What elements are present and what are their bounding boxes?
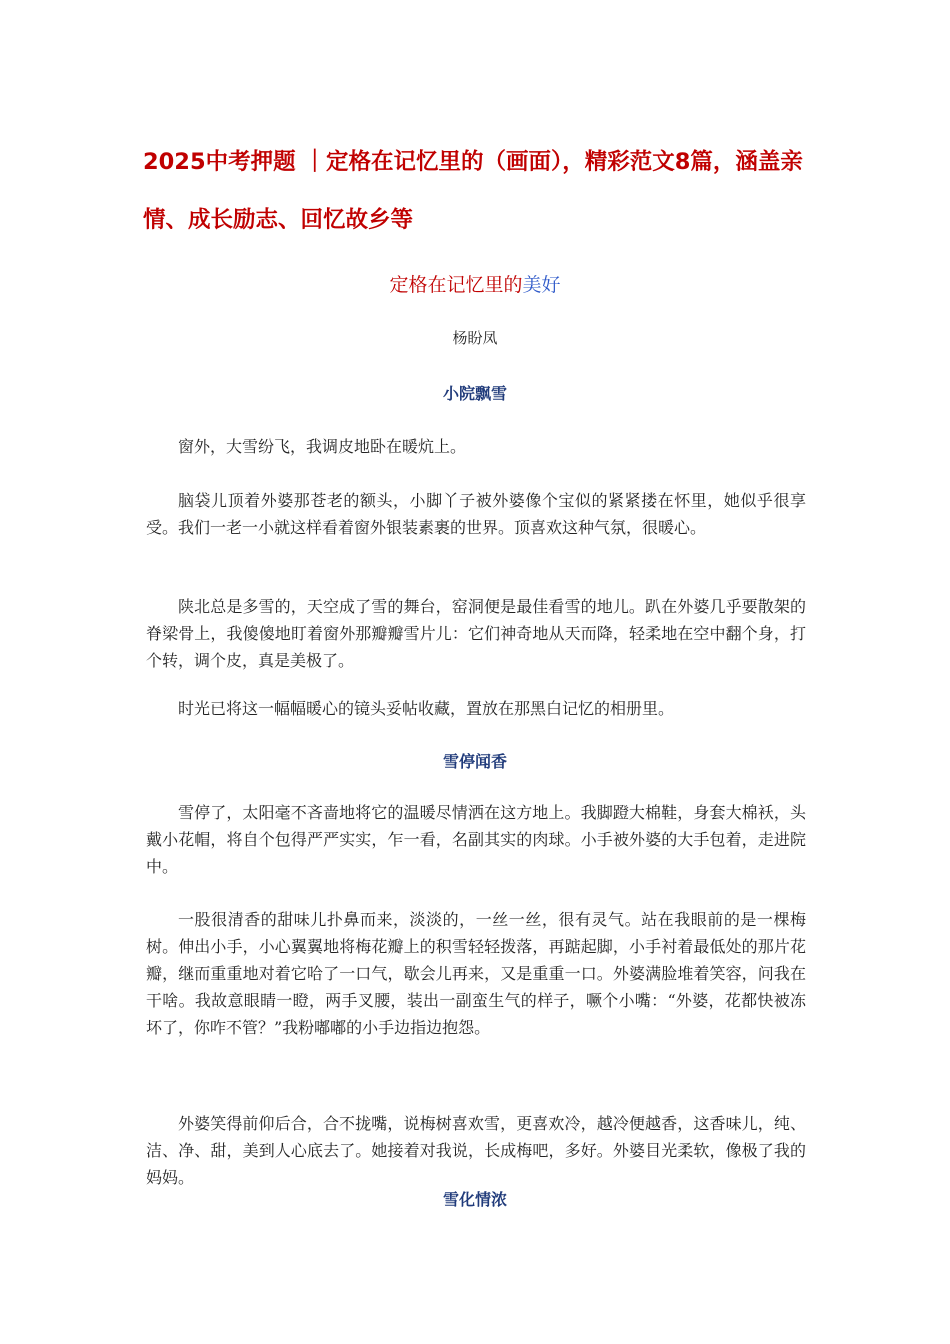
paragraph: 陕北总是多雪的，天空成了雪的舞台，窑洞便是最佳看雪的地儿。趴在外婆几乎要散架的脊梁骨上，我傻傻地盯着窗外那瓣瓣雪片儿：它们神奇地从天而降，轻柔地在空中翻个身，打个转，调个皮，真是美极了。 — [146, 597, 806, 670]
section-heading-2: 雪停闻香 — [442, 752, 507, 771]
author-name: 杨盼凤 — [452, 329, 498, 347]
section-heading-3: 雪化情浓 — [442, 1190, 507, 1209]
section-heading-1: 小院飘雪 — [442, 384, 507, 403]
essay-title-highlight: 美好 — [522, 274, 561, 296]
paragraph: 窗外，大雪纷飞，我调皮地卧在暖炕上。 — [178, 437, 467, 456]
paragraph: 一股很清香的甜味儿扑鼻而来，淡淡的，一丝一丝，很有灵气。站在我眼前的是一棵梅树。伸出小手，小心翼翼地将梅花瓣上的积雪轻轻拨落，再踮起脚，小手衬着最低处的那片花瓣，继而重重地对着它哈了一口气，歇会儿再来，又是重重一口。外婆满脸堆着笑容，问我在干啥。我故意眼睛一瞪，两手叉腰，装出一副蛮生气的样子，噘个小嘴：“外婆，花都快被冻坏了，你咋不管？”我粉嘟嘟的小手边指边抱怨。 — [146, 910, 806, 1037]
paragraph: 雪停了，太阳毫不吝啬地将它的温暖尽情洒在这方地上。我脚蹬大棉鞋，身套大棉袄，头戴小花帽，将自个包得严严实实，乍一看，名副其实的肉球。小手被外婆的大手包着，走进院中。 — [146, 803, 806, 876]
main-title: 2025中考押题 ｜定格在记忆里的（画面），精彩范文8篇，涵盖亲情、成长励志、回忆故乡等 — [143, 149, 803, 233]
essay-title-part1: 定格在记忆里的 — [389, 274, 523, 296]
paragraph: 时光已将这一幅幅暖心的镜头妥帖收藏，置放在那黑白记忆的相册里。 — [178, 699, 675, 718]
essay-title — [0, 270, 950, 297]
paragraph: 外婆笑得前仰后合，合不拢嘴，说梅树喜欢雪，更喜欢冷，越冷便越香，这香味儿，纯、洁、净、甜，美到人心底去了。她接着对我说，长成梅吧，多好。外婆目光柔软，像极了我的妈妈。 — [146, 1114, 806, 1187]
paragraph: 脑袋儿顶着外婆那苍老的额头，小脚丫子被外婆像个宝似的紧紧搂在怀里，她似乎很享受。我们一老一小就这样看着窗外银装素裹的世界。顶喜欢这种气氛，很暖心。 — [146, 491, 806, 537]
